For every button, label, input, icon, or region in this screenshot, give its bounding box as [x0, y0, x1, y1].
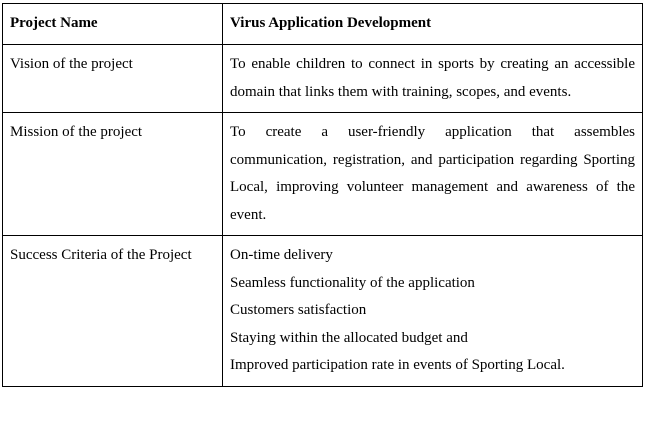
- row-label-success-criteria: Success Criteria of the Project: [3, 236, 223, 387]
- row-text-vision: To enable children to connect in sports by creating an accessible domain that links them with training, scopes, and events.: [223, 45, 643, 113]
- row-label-mission: Mission of the project: [3, 113, 223, 236]
- list-item: On-time delivery: [230, 247, 333, 263]
- header-cell-project-title: Virus Application Development: [223, 4, 643, 45]
- project-info-table: [2, 3, 643, 387]
- list-item: Customers satisfaction: [230, 302, 367, 318]
- success-criteria-list: [223, 236, 643, 387]
- row-text-mission: To create a user-friendly application that assembles communication, registration, and participation regarding Sporting Local, improving volunteer management and awareness of the event.: [223, 113, 643, 236]
- table-row-mission: [3, 113, 643, 236]
- list-item: Seamless functionality of the application: [230, 274, 475, 291]
- document-page: [2, 3, 642, 387]
- table-header-row: [3, 4, 643, 45]
- list-item: Staying within the allocated budget and: [230, 329, 468, 346]
- table-row-success-criteria: [3, 236, 643, 387]
- header-cell-project-name: Project Name: [3, 4, 223, 45]
- list-item: Improved participation rate in events of Sporting Local.: [230, 357, 565, 373]
- table-row-vision: [3, 45, 643, 113]
- row-label-vision: Vision of the project: [3, 45, 223, 113]
